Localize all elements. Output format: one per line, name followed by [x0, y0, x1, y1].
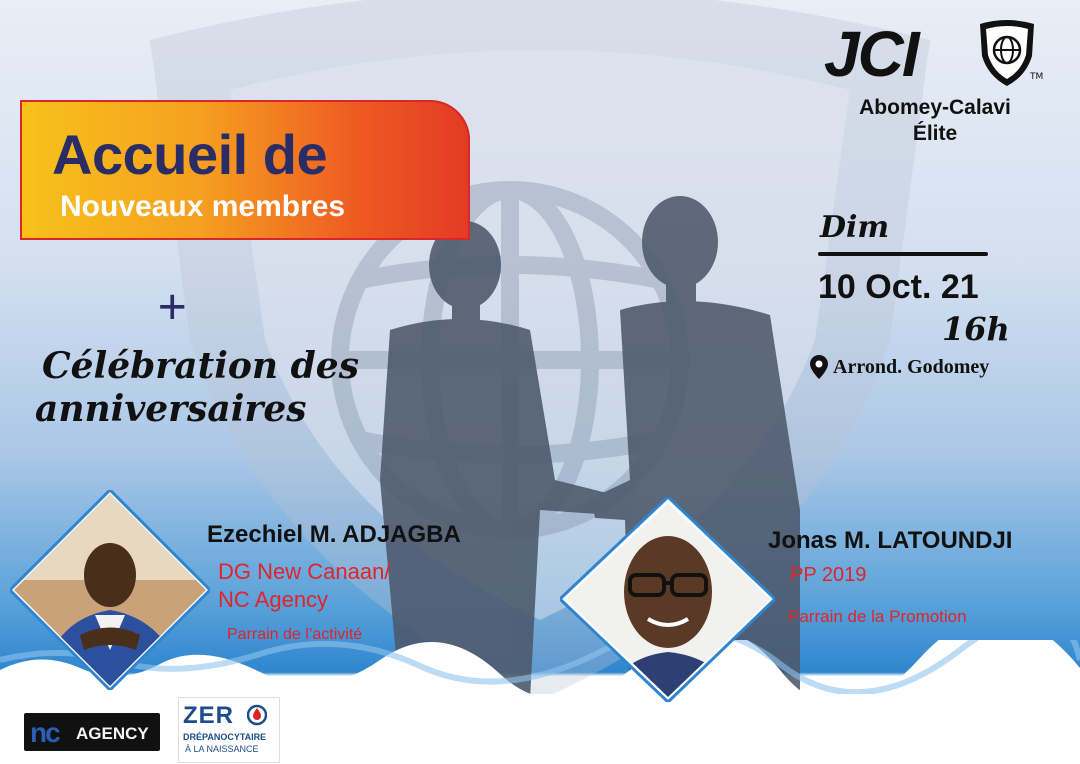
event-day: Dim — [820, 210, 890, 245]
location-pin-icon — [810, 355, 828, 379]
plus-sign: + — [157, 279, 187, 336]
jci-shield-icon — [976, 16, 1038, 88]
chapter-subtitle: Élite — [912, 122, 958, 145]
guest-2-name: Jonas M. LATOUNDJI — [768, 527, 1013, 554]
trademark: TM — [1030, 72, 1044, 82]
guest-2-tag: Parrain de la Promotion — [788, 607, 967, 626]
guest-1-name: Ezechiel M. ADJAGBA — [207, 521, 461, 548]
guest-2-photo — [560, 497, 775, 702]
guest-1-role — [218, 558, 478, 614]
nc-agency-logo — [24, 713, 160, 751]
zero-drepanocytaire-logo — [178, 697, 280, 763]
chapter-name: Abomey-Calavi — [859, 96, 1011, 119]
event-time: 16h — [942, 310, 1010, 348]
event-date: 10 Oct. 21 — [818, 268, 979, 306]
zero-logo-word: ZER — [183, 702, 234, 729]
event-location: Arrond. Godomey — [833, 356, 990, 378]
zero-logo-line-2: DRÉPANOCYTAIRE — [183, 732, 267, 742]
title-line-1: Accueil de — [52, 123, 328, 186]
nc-agency-logo-mark: nc — [30, 717, 59, 748]
guest-1-tag: Parrain de l’activité — [227, 626, 363, 643]
guest-1-role-line-1: DG New Canaan/ — [218, 559, 391, 584]
date-underline — [818, 252, 988, 256]
guest-1-photo — [10, 490, 210, 690]
jci-logo-text: JCI — [824, 18, 918, 90]
title-line-2: Nouveaux membres — [60, 190, 346, 223]
guest-1-role-line-2: NC Agency — [218, 587, 329, 612]
zero-logo-line-3: À LA NAISSANCE — [185, 744, 259, 754]
celebration-line-2: anniversaires — [35, 388, 307, 430]
guest-2-role: PP 2019 — [790, 564, 867, 586]
nc-agency-logo-word: AGENCY — [76, 724, 149, 743]
footer-band — [0, 694, 1080, 764]
blood-drop-icon — [247, 702, 267, 726]
celebration-line-1: Célébration des — [42, 345, 359, 387]
